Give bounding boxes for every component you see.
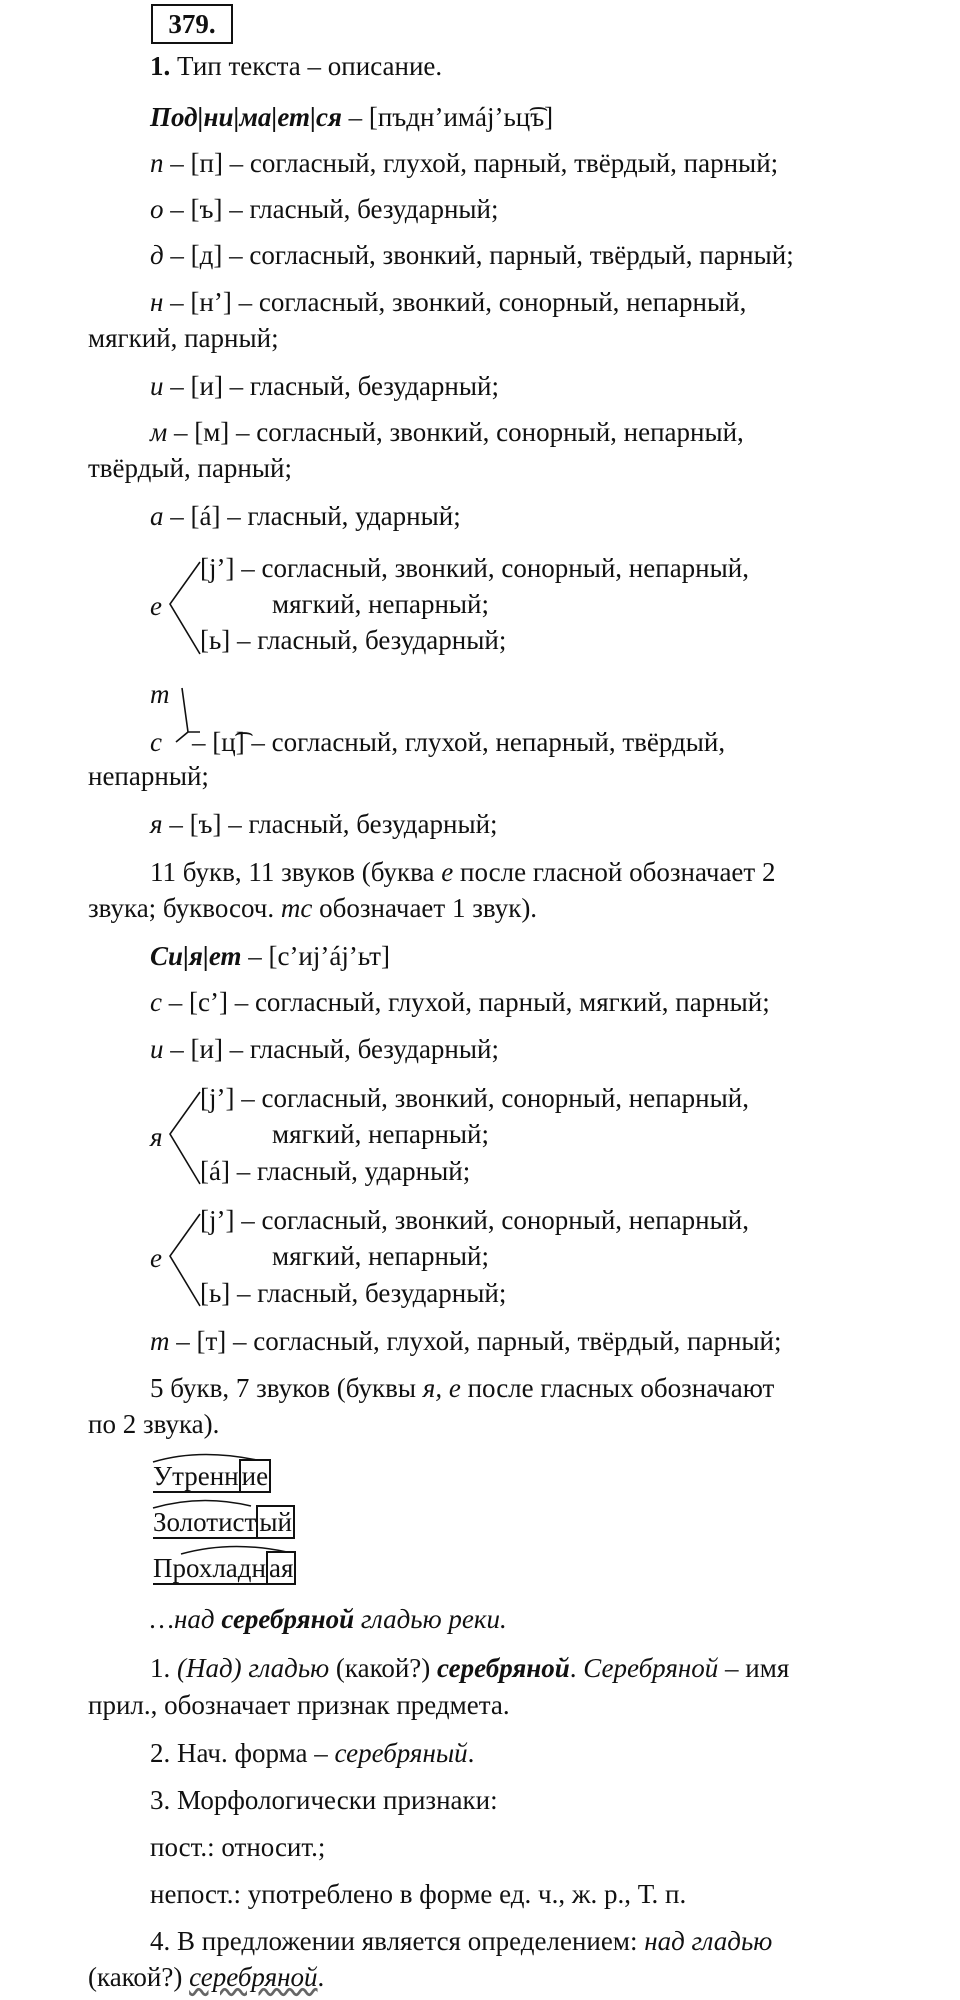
word1-summary-cont xyxy=(88,892,537,924)
branch-line: [ь] – гласный, безударный; xyxy=(200,625,507,655)
analysis-text: 4. В предложении является определением: xyxy=(150,1926,645,1956)
word2-summary xyxy=(150,1372,774,1404)
sound-line xyxy=(150,1033,499,1065)
analysis-italic: Серебряной xyxy=(583,1653,719,1683)
phrase-text: …над xyxy=(150,1604,222,1634)
analysis-text: 1. xyxy=(150,1653,177,1683)
letter: а xyxy=(150,501,164,531)
root-arc-icon xyxy=(151,1542,311,1556)
sound-desc: – [н’] – согласный, звонкий, сонорный, непарный, xyxy=(163,287,747,317)
analysis-italic: (Над) гладью xyxy=(177,1653,330,1683)
letter: п xyxy=(150,148,164,178)
sound-line xyxy=(150,370,499,402)
sound-line xyxy=(150,416,744,448)
branch-line: [j’] – согласный, звонкий, сонорный, непарный, xyxy=(200,553,749,583)
summary-text: после гласной обозначает 2 xyxy=(453,857,776,887)
summary-text: обозначает 1 звук). xyxy=(312,893,538,923)
exercise-number: 379. xyxy=(151,4,233,44)
letter: н xyxy=(150,287,164,317)
root-arc-icon xyxy=(151,1496,311,1510)
morpheme-ending: ый xyxy=(256,1505,295,1539)
analysis-text: – имя xyxy=(718,1653,790,1683)
analysis-key-word: серебряной xyxy=(437,1653,570,1683)
phrase xyxy=(150,1603,507,1635)
sound-desc: – [т] – согласный, глухой, парный, твёрдый, парный; xyxy=(169,1326,782,1356)
branch-line-cont: мягкий, непарный; xyxy=(272,589,490,619)
sound-desc: – [и] – гласный, безударный; xyxy=(163,1034,499,1064)
morpheme-word xyxy=(153,1460,271,1492)
merge-letter: с xyxy=(150,727,162,757)
intro-line xyxy=(150,50,442,82)
branch-brace-icon xyxy=(166,1090,202,1190)
branch-line-cont: мягкий, непарный; xyxy=(272,1119,490,1149)
sound-line xyxy=(150,808,498,840)
summary-text: 5 букв, 7 звуков (буквы xyxy=(150,1373,423,1403)
analysis-text: (какой?) xyxy=(329,1653,438,1683)
sound-desc: – [ъ] – гласный, безударный; xyxy=(162,809,498,839)
intro-text: Тип текста – описание. xyxy=(170,51,443,81)
sound-line xyxy=(150,286,746,318)
summary-letter: тс xyxy=(280,893,313,923)
branch-line: [á] – гласный, ударный; xyxy=(200,1156,471,1186)
word2-header xyxy=(150,940,390,972)
sound-desc: – [á] – гласный, ударный; xyxy=(163,501,461,531)
analysis-text: (какой?) xyxy=(88,1962,190,1992)
sound-desc: – [п] – согласный, глухой, парный, твёрдый, парный; xyxy=(163,148,779,178)
morpheme-ending: ая xyxy=(266,1551,296,1585)
sound-desc: – [д] – согласный, звонкий, парный, твёрдый, парный; xyxy=(163,240,794,270)
branch-letter: я xyxy=(150,1122,163,1152)
analysis-4-cont xyxy=(88,1961,324,1993)
sound-line xyxy=(150,147,778,179)
branch-line-cont: мягкий, непарный; xyxy=(272,1241,490,1271)
merge-line: – [ц͡] – согласный, глухой, непарный, твёрдый, xyxy=(192,727,726,757)
sound-desc: – [и] – гласный, безударный; xyxy=(163,371,499,401)
sound-desc: – [ъ] – гласный, безударный; xyxy=(163,194,499,224)
sound-line xyxy=(150,239,794,271)
branch-line: [j’] – согласный, звонкий, сонорный, непарный, xyxy=(200,1205,749,1235)
letter: и xyxy=(150,1034,164,1064)
branch-line: [j’] – согласный, звонкий, сонорный, непарный, xyxy=(200,1083,749,1113)
sound-line-cont: мягкий, парный; xyxy=(88,323,279,353)
sound-desc: – [с’] – согласный, глухой, парный, мягкий, парный; xyxy=(161,987,770,1017)
letter: я xyxy=(150,809,163,839)
word1-summary xyxy=(150,856,775,888)
sound-line xyxy=(150,500,461,532)
summary-text: звука; буквосоч. xyxy=(88,893,281,923)
intro-number: 1. xyxy=(150,51,171,81)
morpheme-stem: Золотист xyxy=(153,1507,257,1537)
summary-text: после гласных обозначают xyxy=(460,1373,775,1403)
analysis-text: . xyxy=(467,1738,475,1768)
letter: т xyxy=(150,1326,170,1356)
word2-transcription: – [с’иj’áj’ьт] xyxy=(241,941,390,971)
phrase-key-word: серебряной xyxy=(221,1604,355,1634)
analysis-text: . xyxy=(317,1962,325,1992)
morpheme-stem: Утренн xyxy=(153,1461,239,1491)
branch-letter: е xyxy=(150,1243,162,1273)
branch-brace-icon xyxy=(166,1212,202,1312)
analysis-1 xyxy=(150,1652,789,1684)
morpheme-stem: Прохладн xyxy=(153,1553,266,1583)
phrase-text: гладью реки. xyxy=(354,1604,507,1634)
sound-desc: – [м] – согласный, звонкий, сонорный, непарный, xyxy=(167,417,744,447)
letter: д xyxy=(150,240,164,270)
analysis-3-nonconst: непост.: употреблено в форме ед. ч., ж. р., Т. п. xyxy=(150,1879,687,1909)
word2-syllables: Си|я|ет xyxy=(150,941,242,971)
analysis-italic: серебряной xyxy=(189,1962,318,1992)
summary-text: 11 букв, 11 звуков (буква xyxy=(150,857,442,887)
analysis-1-cont: прил., обозначает признак предмета. xyxy=(88,1690,510,1720)
letter: и xyxy=(150,371,164,401)
root-arc-icon xyxy=(151,1450,311,1464)
word1-header xyxy=(150,101,553,133)
branch-line: [ь] – гласный, безударный; xyxy=(200,1278,507,1308)
summary-letter: я, е xyxy=(422,1373,461,1403)
merge-line-cont: непарный; xyxy=(88,761,209,791)
analysis-italic: серебряный xyxy=(334,1738,468,1768)
analysis-text: . xyxy=(569,1653,584,1683)
word2-summary-cont: по 2 звука). xyxy=(88,1409,220,1439)
word1-transcription: – [пъдн’имáj’ьц͡ъ] xyxy=(341,102,554,132)
letter: о xyxy=(150,194,164,224)
branch-brace-icon xyxy=(166,560,202,660)
merge-letter: т xyxy=(150,679,170,709)
morpheme-ending: ие xyxy=(239,1459,271,1493)
branch-letter: е xyxy=(150,591,162,621)
sound-line xyxy=(150,193,498,225)
morpheme-word xyxy=(153,1506,295,1538)
analysis-italic: над гладью xyxy=(644,1926,773,1956)
morpheme-word xyxy=(153,1552,296,1584)
letter: с xyxy=(150,987,162,1017)
analysis-2 xyxy=(150,1737,474,1769)
analysis-3-const: пост.: относит.; xyxy=(150,1832,326,1862)
sound-line-cont: твёрдый, парный; xyxy=(88,453,292,483)
word1-syllables: Под|ни|ма|ет|ся xyxy=(150,102,342,132)
sound-line xyxy=(150,1325,782,1357)
summary-letter: е xyxy=(441,857,454,887)
letter: м xyxy=(150,417,168,447)
analysis-text: 2. Нач. форма – xyxy=(150,1738,335,1768)
analysis-4 xyxy=(150,1925,772,1957)
analysis-3: 3. Морфологически признаки: xyxy=(150,1785,498,1815)
sound-line xyxy=(150,986,770,1018)
